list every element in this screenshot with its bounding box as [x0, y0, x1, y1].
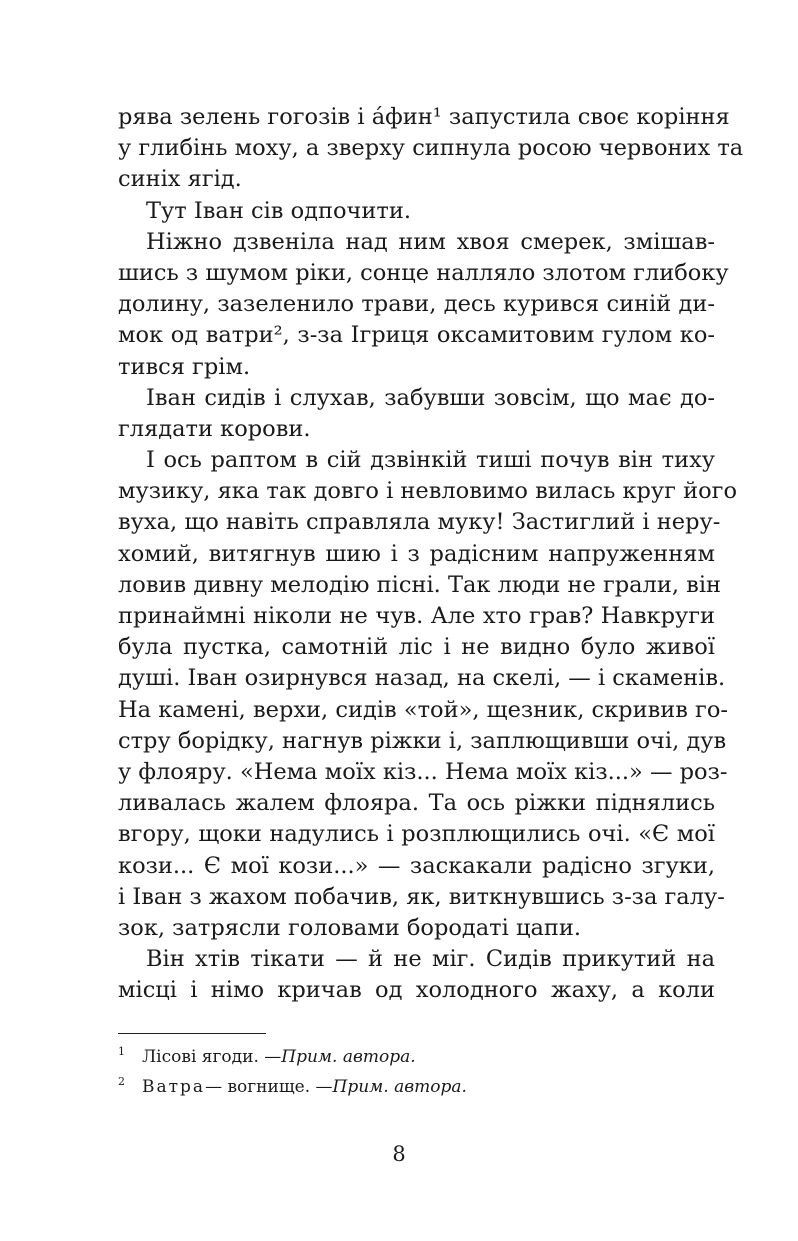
text-line: хомий, витягнув шию і з радісним напруженням	[118, 540, 715, 567]
text-line: Тут Іван сів одпочити.	[146, 197, 411, 224]
text-line: вуха, що навіть справляла муку! Застиглий і неру-	[118, 509, 721, 536]
footnote-attribution: Прим. автора.	[281, 1047, 416, 1067]
text-line: Він хтів тікати — й не міг. Сидів прикутий на	[146, 946, 715, 973]
text-line: зок, затрясли головами бородаті цапи.	[118, 914, 581, 941]
footnote-mark: 2	[118, 1075, 125, 1088]
text-line: принаймні ніколи не чув. Але хто грав? Навкруги	[118, 603, 715, 629]
text-line: кози... Є мої кози...» — заскакали радісно згуки,	[118, 852, 715, 879]
text-line: глядати корови.	[118, 415, 311, 442]
body-text	[118, 102, 744, 1006]
text-line: музику, яка так довго і невловимо вилась круг його	[118, 478, 737, 505]
text-line: і Іван з жахом побачив, як, виткнувшись з-за галу-	[118, 883, 725, 910]
text-line: І ось раптом в сій дзвінкій тиші почув він тиху	[146, 447, 715, 474]
text-line: Ніжно дзвеніла над ним хвоя смерек, змішав-	[146, 228, 715, 255]
footnote-mark: 1	[118, 1045, 125, 1058]
footnote-text: Лісові ягоди. —	[142, 1047, 282, 1067]
footnote-1	[118, 1042, 715, 1072]
footnote-term: Ватра	[142, 1077, 206, 1097]
text-line: місці і німо кричав од холодного жаху, а коли	[118, 977, 715, 1004]
footnote-divider	[118, 1033, 266, 1034]
footnotes	[118, 1042, 715, 1102]
text-line: стру борідку, нагнув ріжки і, заплющивши очі, дув	[118, 727, 727, 754]
text-line: На камені, верхи, сидів «той», щезник, скривив го-	[118, 696, 728, 723]
text-line: шись з шумом ріки, сонце налляло злотом глибоку	[118, 259, 729, 286]
text-line: була пустка, самотній ліс і не видно було живої	[118, 634, 715, 661]
text-line: душі. Іван озирнувся назад, на скелі, — і скаменів.	[118, 665, 726, 692]
text-line: у глибінь моху, а зверху сипнула росою червоних та	[118, 135, 744, 162]
footnote-attribution: Прим. автора.	[332, 1077, 467, 1097]
text-line: у флояру. «Нема моїх кіз... Нема моїх кіз...» — роз-	[118, 758, 728, 785]
text-line: тився грім.	[118, 353, 251, 380]
text-line: ливалась жалем флояра. Та ось ріжки піднялись	[118, 790, 715, 817]
text-line: долину, зазеленило трави, десь курився синій ди-	[118, 291, 715, 318]
text-line: мок од ватри², з-за Ігриця оксамитовим гулом ко-	[118, 322, 715, 349]
footnote-2	[118, 1072, 715, 1102]
text-line: синіх ягід.	[118, 166, 242, 193]
text-line: Іван сидів і слухав, забувши зовсім, що має до-	[146, 384, 715, 411]
page-number: 8	[392, 1142, 406, 1166]
text-line: вгору, щоки надулись і розплющились очі. «Є мої	[118, 821, 715, 848]
text-line: рява зелень гогозів і áфин¹ запустила своє коріння	[118, 104, 730, 130]
footnote-text: — вогнище. —	[205, 1077, 333, 1097]
text-line: ловив дивну мелодію пісні. Так люди не грали, він	[118, 571, 722, 598]
